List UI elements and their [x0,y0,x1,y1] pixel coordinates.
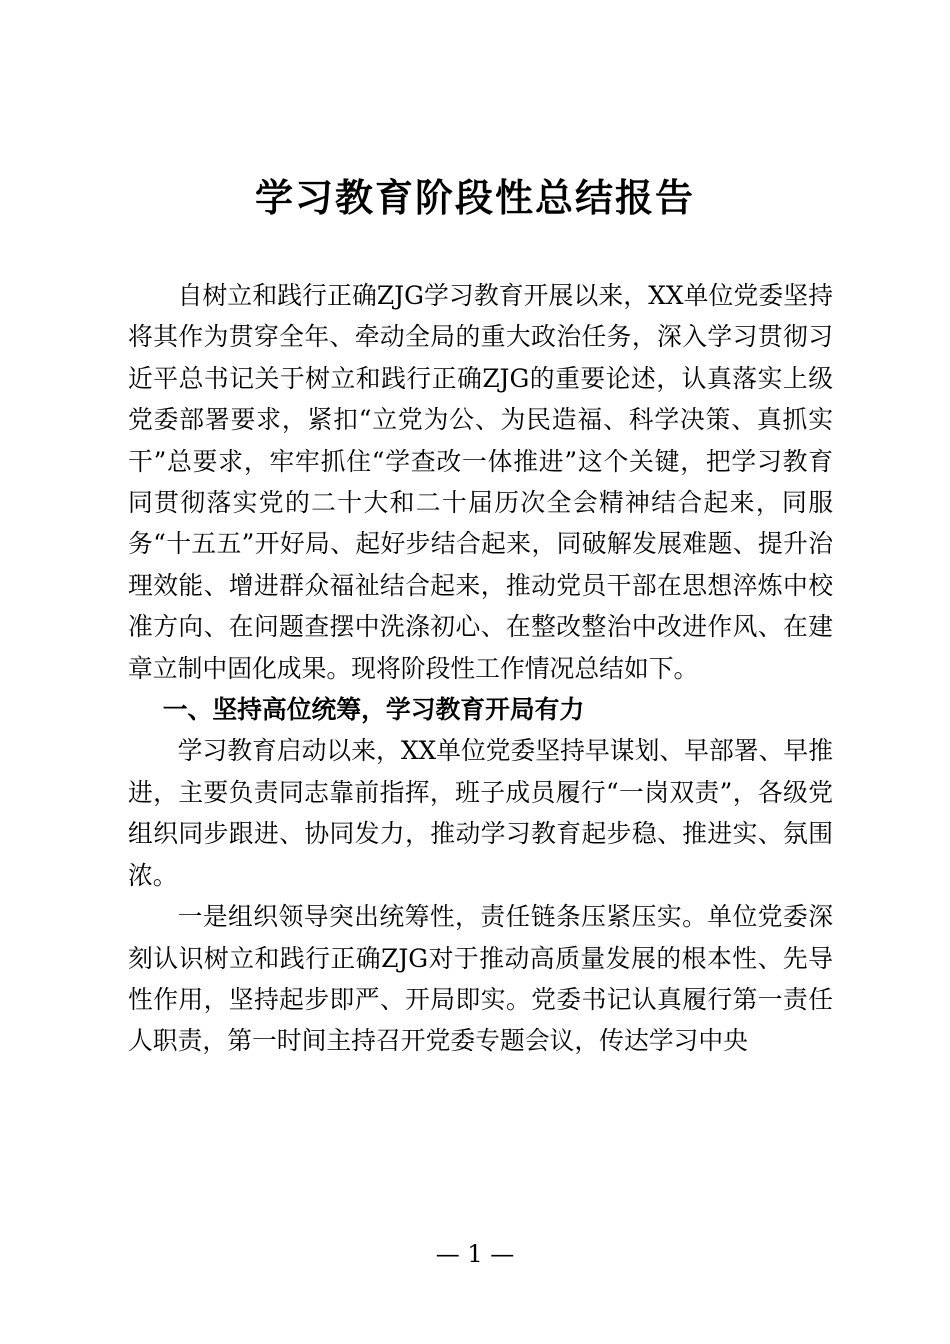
section1-paragraph-2: 一是组织领导突出统筹性，责任链条压紧压实。单位党委深刻认识树立和践行正确ZJG对于推动高质量发展的根本性、先导性作用，坚持起步即严、开局即实。党委书记认真履行第一责任人职责，第一时间主持召开党委专题会议，传达学习中央 [128,902,833,1056]
intro-paragraph: 自树立和践行正确ZJG学习教育开展以来，XX单位党委坚持将其作为贯穿全年、牵动全局的重大政治任务，深入学习贯彻习近平总书记关于树立和践行正确ZJG的重要论述，认真落实上级党委部署要求，紧扣“立党为公、为民造福、科学决策、真抓实干”总要求，牢牢抓住“学查改一体推进”这个关键，把学习教育同贯彻落实党的二十大和二十届历次全会精神结合起来，同服务“十五五”开好局、起好步结合起来，同破解发展难题、提升治理效能、增进群众福祉结合起来，推动党员干部在思想淬炼中校准方向、在问题查摆中洗涤初心、在整改整治中改进作风、在建章立制中固化成果。现将阶段性工作情况总结如下。 [128,281,833,683]
section-heading-1: 一、坚持高位统筹，学习教育开局有力 [162,695,585,725]
document-body [128,275,833,1062]
section1-paragraph-1: 学习教育启动以来，XX单位党委坚持早谋划、早部署、早推进，主要负责同志靠前指挥，班子成员履行“一岗双责”，各级党组织同步跟进、协同发力，推动学习教育起步稳、推进实、氛围浓。 [128,736,833,890]
page-number: — 1 — [435,1240,515,1268]
document-title: 学习教育阶段性总结报告 [254,176,695,220]
